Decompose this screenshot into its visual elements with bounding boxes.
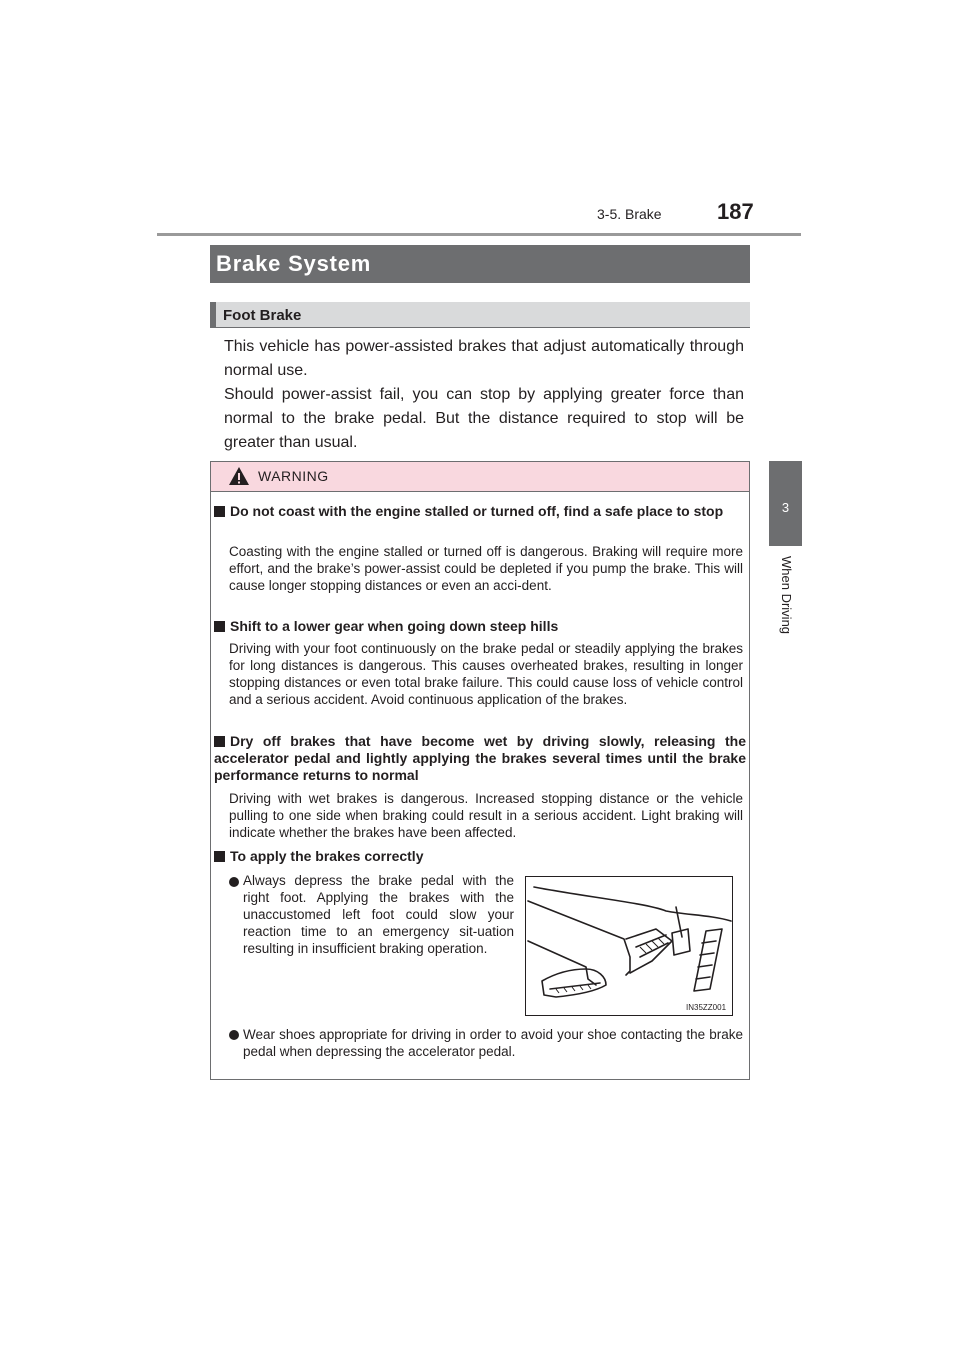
square-bullet-icon [214,506,225,517]
warning-item-body: Coasting with the engine stalled or turned off is dangerous. Braking will require more effort, and the brake’s power-assist could be depleted if you pump the brake. This will cause longer stopping distances or even an acci-dent. [229,544,743,593]
warning-item-heading: To apply the brakes correctly [214,848,746,865]
page-number: 187 [717,199,754,224]
figure-code: IN35ZZ001 [686,1003,727,1012]
section-subtitle: Foot Brake [223,307,302,324]
warning-triangle-icon [228,466,250,486]
brake-pedal-illustration [525,876,733,1016]
chapter-number: 3 [781,500,790,515]
chapter-label: When Driving [779,556,794,635]
square-bullet-icon [214,851,225,862]
round-bullet-icon [229,1030,239,1040]
warning-bullet-text: Wear shoes appropriate for driving in order to avoid your shoe contacting the brake pedal when depressing the accelerator pedal. [243,1027,743,1059]
header-divider [157,233,801,236]
warning-item-body: Driving with wet brakes is dangerous. Increased stopping distance or the vehicle pulling to one side when braking could result in a serious accident. Light braking will indicate whether the brakes have been affected. [229,791,743,840]
square-bullet-icon [214,621,225,632]
warning-bullet-text: Always depress the brake pedal with the right foot. Applying the brakes with the unaccustomed left foot could slow your reaction time to an emergency sit-uation resulting in insufficient braking operation. [243,873,514,956]
round-bullet-icon [229,877,239,887]
warning-item-heading: Do not coast with the engine stalled or turned off, find a safe place to stop [214,503,746,520]
page-title: Brake System [216,251,372,276]
warning-label: WARNING [258,468,329,484]
square-bullet-icon [214,736,225,747]
warning-item-heading: Dry off brakes that have become wet by driving slowly, releasing the accelerator pedal and lightly applying the brakes several times until the brake performance returns to normal [214,733,746,783]
warning-item-heading: Shift to a lower gear when going down steep hills [214,618,746,635]
warning-item-body: Driving with your foot continuously on the brake pedal or steadily applying the brakes for long distances is dangerous. This causes overheated brakes, resulting in longer stopping distances or even total brake failure. This could cause loss of vehicle control and a serious accident. Avoid continuous application of the brakes. [229,641,743,707]
body-paragraph: Should power-assist fail, you can stop by applying greater force than normal to the brake pedal. But the distance required to stop will be greater than usual. [224,386,744,451]
foot-on-brake-pedal-illustration [526,877,732,1015]
section-title: 3-5. Brake [597,206,662,222]
body-paragraph: This vehicle has power-assisted brakes that adjust automatically through normal use. [224,338,744,379]
